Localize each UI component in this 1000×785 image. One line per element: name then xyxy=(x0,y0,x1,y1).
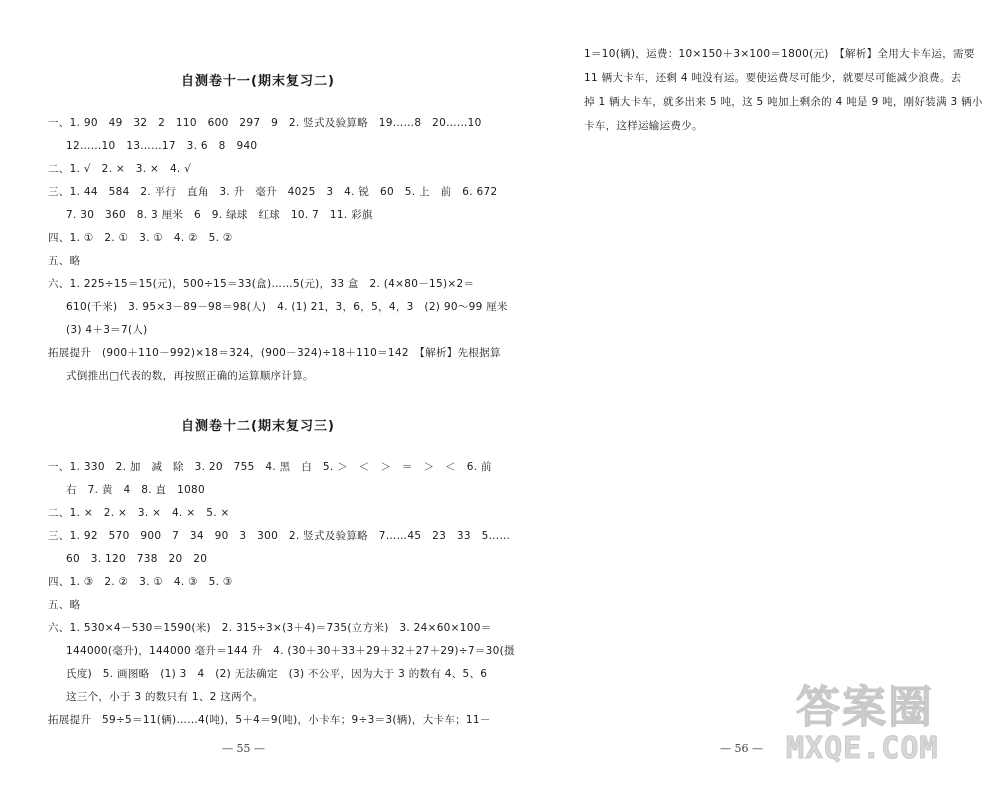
section12-line-3: 二、1. × 2. × 3. × 4. × 5. × xyxy=(48,507,230,519)
section11-title: 自测卷十一(期末复习二) xyxy=(181,74,335,89)
section11-line-3: 二、1. √ 2. × 3. × 4. √ xyxy=(48,163,192,175)
section11-line-4: 三、1. 44 584 2. 平行 直角 3. 升 毫升 4025 3 4. 锐 60 5. 上 前 6. 672 xyxy=(48,186,498,198)
section11-line-8: 六、1. 225÷15＝15(元)，500÷15＝33(盒)……5(元)，33 盒 2. (4×80－15)×2＝ xyxy=(48,278,475,290)
right-line-2: 11 辆大卡车，还剩 4 吨没有运。要使运费尽可能少，就要尽可能减少浪费。去 xyxy=(584,72,962,84)
watermark-top-text: 答案圈 xyxy=(796,682,934,733)
section12-line-11: 这三个，小于 3 的数只有 1、2 这两个。 xyxy=(66,691,264,703)
section12-line-9: 144000(毫升)，144000 毫升＝144 升 4. (30＋30＋33＋29＋32＋27＋29)÷7＝30(摄 xyxy=(66,645,515,657)
page-number-55: — 55 — xyxy=(222,742,265,755)
section11-line-1: 一、1. 90 49 32 2 110 600 297 9 2. 竖式及验算略 19……8 20……10 xyxy=(48,117,482,129)
section12-line-7: 五、略 xyxy=(48,599,81,611)
section11-line-6: 四、1. ① 2. ① 3. ① 4. ② 5. ② xyxy=(48,232,233,244)
right-line-4: 卡车，这样运输运费少。 xyxy=(584,120,703,132)
section11-line-9: 610(千米) 3. 95×3－89－98＝98(人) 4. (1) 21，3，6，5，4，3 (2) 90～99 厘米 xyxy=(66,301,508,313)
section12-line-1: 一、1. 330 2. 加 减 除 3. 20 755 4. 黑 白 5. ＞ ＜ ＞ ＝ ＞ ＜ 6. 前 xyxy=(48,461,492,473)
section12-line-10: 氏度) 5. 画图略 (1) 3 4 (2) 无法确定 (3) 不公平，因为大于 3 的数有 4、5、6 xyxy=(66,668,488,680)
section11-line-2: 12……10 13……17 3. 6 8 940 xyxy=(66,140,258,152)
section12-line-2: 右 7. 黄 4 8. 直 1080 xyxy=(66,484,206,496)
section12-line-4: 三、1. 92 570 900 7 34 90 3 300 2. 竖式及验算略 7……45 23 33 5…… xyxy=(48,530,511,542)
page-number-56: — 56 — xyxy=(720,742,763,755)
section12-line-5: 60 3. 120 738 20 20 xyxy=(66,553,208,565)
section11-line-10: (3) 4＋3＝7(人) xyxy=(66,324,148,336)
section11-line-11: 拓展提升 (900＋110－992)×18＝324，(900－324)÷18＋110＝142 【解析】先根据算 xyxy=(48,347,501,359)
section11-line-5: 7. 30 360 8. 3 厘米 6 9. 绿球 红球 10. 7 11. 彩旗 xyxy=(66,209,373,221)
section11-line-12: 式倒推出□代表的数，再按照正确的运算顺序计算。 xyxy=(66,370,314,382)
watermark-bottom-text: MXQE.COM xyxy=(786,731,939,766)
section12-line-12: 拓展提升 59÷5＝11(辆)……4(吨)，5＋4＝9(吨)，小卡车；9÷3＝3(辆)，大卡车；11－ xyxy=(48,714,491,726)
section12-line-6: 四、1. ③ 2. ② 3. ① 4. ③ 5. ③ xyxy=(48,576,233,588)
section12-line-8: 六、1. 530×4－530＝1590(米) 2. 315÷3×(3＋4)＝735(立方米) 3. 24×60×100＝ xyxy=(48,622,492,634)
section12-title: 自测卷十二(期末复习三) xyxy=(181,419,335,434)
right-page xyxy=(500,0,1000,785)
right-line-1: 1＝10(辆)，运费：10×150＋3×100＝1800(元) 【解析】全用大卡车运，需要 xyxy=(584,48,975,60)
section11-line-7: 五、略 xyxy=(48,255,81,267)
watermark-logo xyxy=(786,671,986,771)
right-line-3: 掉 1 辆大卡车，就多出来 5 吨，这 5 吨加上剩余的 4 吨是 9 吨，刚好装满 3 辆小 xyxy=(584,96,983,108)
